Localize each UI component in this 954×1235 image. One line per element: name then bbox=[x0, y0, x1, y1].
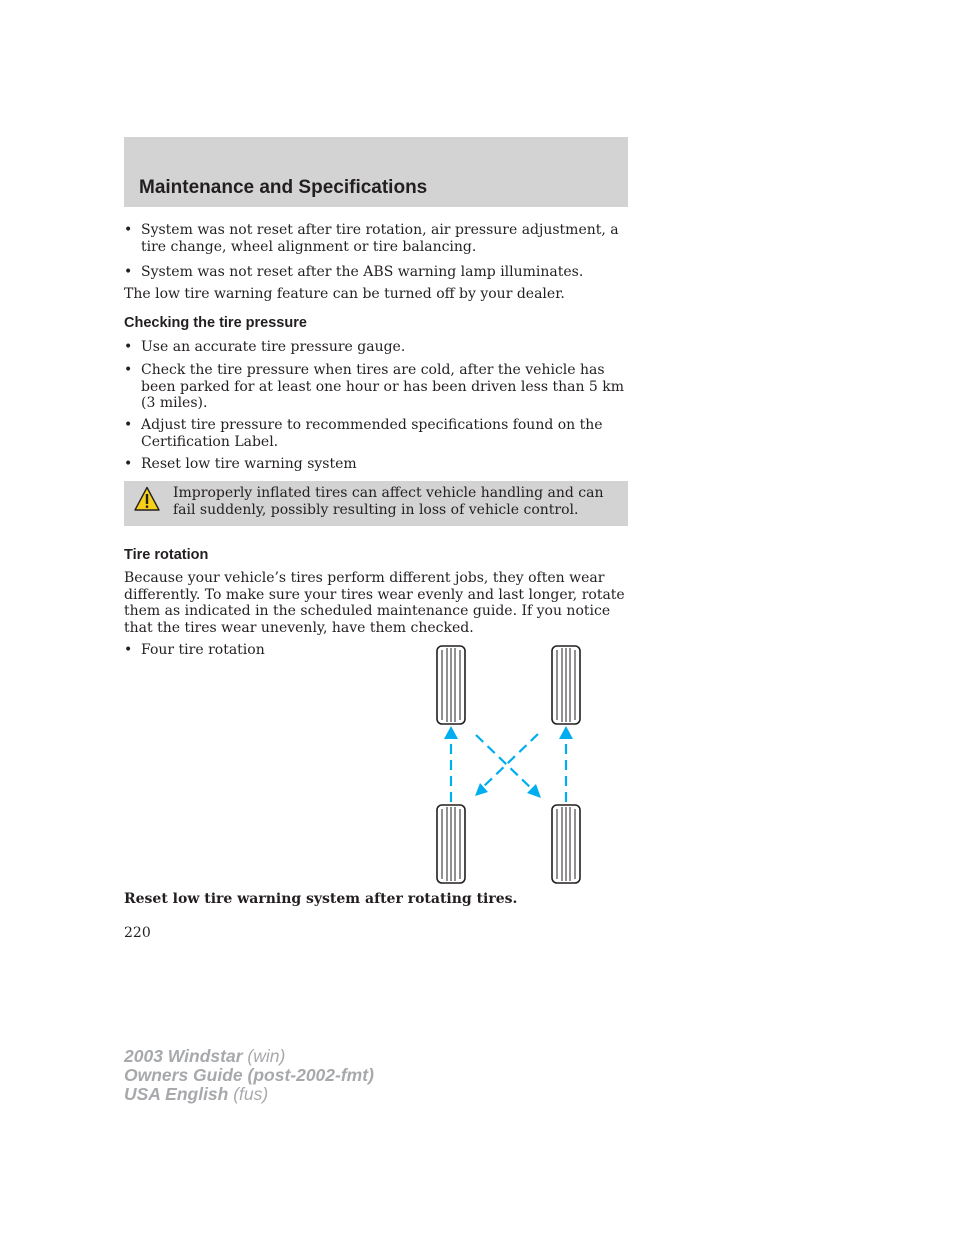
tire-rear-left bbox=[437, 805, 465, 883]
doc-info-line-3: USA English (fus) bbox=[124, 1084, 269, 1104]
bullet-dot: • bbox=[124, 339, 133, 355]
doc-info-line-1: 2003 Windstar (win) bbox=[124, 1046, 286, 1066]
warning-triangle-icon bbox=[134, 486, 160, 512]
reset-note: Reset low tire warning system after rotating tires. bbox=[124, 891, 518, 907]
list-item-text: Use an accurate tire pressure gauge. bbox=[141, 339, 406, 355]
list-item-text: System was not reset after tire rotation, air pressure adjustment, a tire change, wheel alignment or tire balancing. bbox=[141, 222, 619, 255]
tire-front-right bbox=[552, 646, 580, 724]
tire-rear-right bbox=[552, 805, 580, 883]
doc-info-line-2: Owners Guide (post-2002-fmt) bbox=[124, 1065, 374, 1085]
list-item-text: Adjust tire pressure to recommended specifications found on the Certification Label. bbox=[141, 417, 603, 450]
bullet-dot: • bbox=[124, 456, 133, 472]
list-item-text: System was not reset after the ABS warning lamp illuminates. bbox=[141, 264, 584, 280]
tire-rotation-heading: Tire rotation bbox=[124, 547, 209, 563]
page-number: 220 bbox=[124, 925, 151, 941]
arrow-front-right-to-rear-left bbox=[482, 734, 538, 788]
document-info bbox=[124, 1047, 374, 1104]
arrow-front-left-to-rear-right bbox=[476, 735, 533, 790]
tire-front-left bbox=[437, 646, 465, 724]
checking-heading: Checking the tire pressure bbox=[124, 315, 307, 331]
bullet-dot: • bbox=[124, 222, 133, 238]
bullet-dot: • bbox=[124, 362, 133, 378]
list-item-text: Reset low tire warning system bbox=[141, 456, 357, 472]
arrowhead bbox=[559, 726, 573, 739]
bullet-dot: • bbox=[124, 264, 133, 280]
warning-box bbox=[124, 481, 628, 526]
warning-text: Improperly inflated tires can affect vehicle handling and can fail suddenly, possibly resulting in loss of vehicle control. bbox=[173, 485, 604, 518]
rotation-paragraph: Because your vehicle’s tires perform different jobs, they often wear differently. To make sure your tires wear evenly and last longer, rotate them as indicated in the scheduled maintenance guide. If you notice that the tires wear unevenly, have them checked. bbox=[124, 570, 625, 636]
tire-rotation-diagram bbox=[430, 640, 590, 890]
bullet-dot: • bbox=[124, 642, 133, 658]
list-item-text: Four tire rotation bbox=[141, 642, 265, 658]
bullet-dot: • bbox=[124, 417, 133, 433]
section-title: Maintenance and Specifications bbox=[139, 177, 428, 198]
dealer-note: The low tire warning feature can be turned off by your dealer. bbox=[124, 286, 565, 302]
list-item-text: Check the tire pressure when tires are cold, after the vehicle has been parked for at least one hour or has been driven less than 5 km (3 miles). bbox=[141, 362, 625, 411]
arrowhead bbox=[444, 726, 458, 739]
